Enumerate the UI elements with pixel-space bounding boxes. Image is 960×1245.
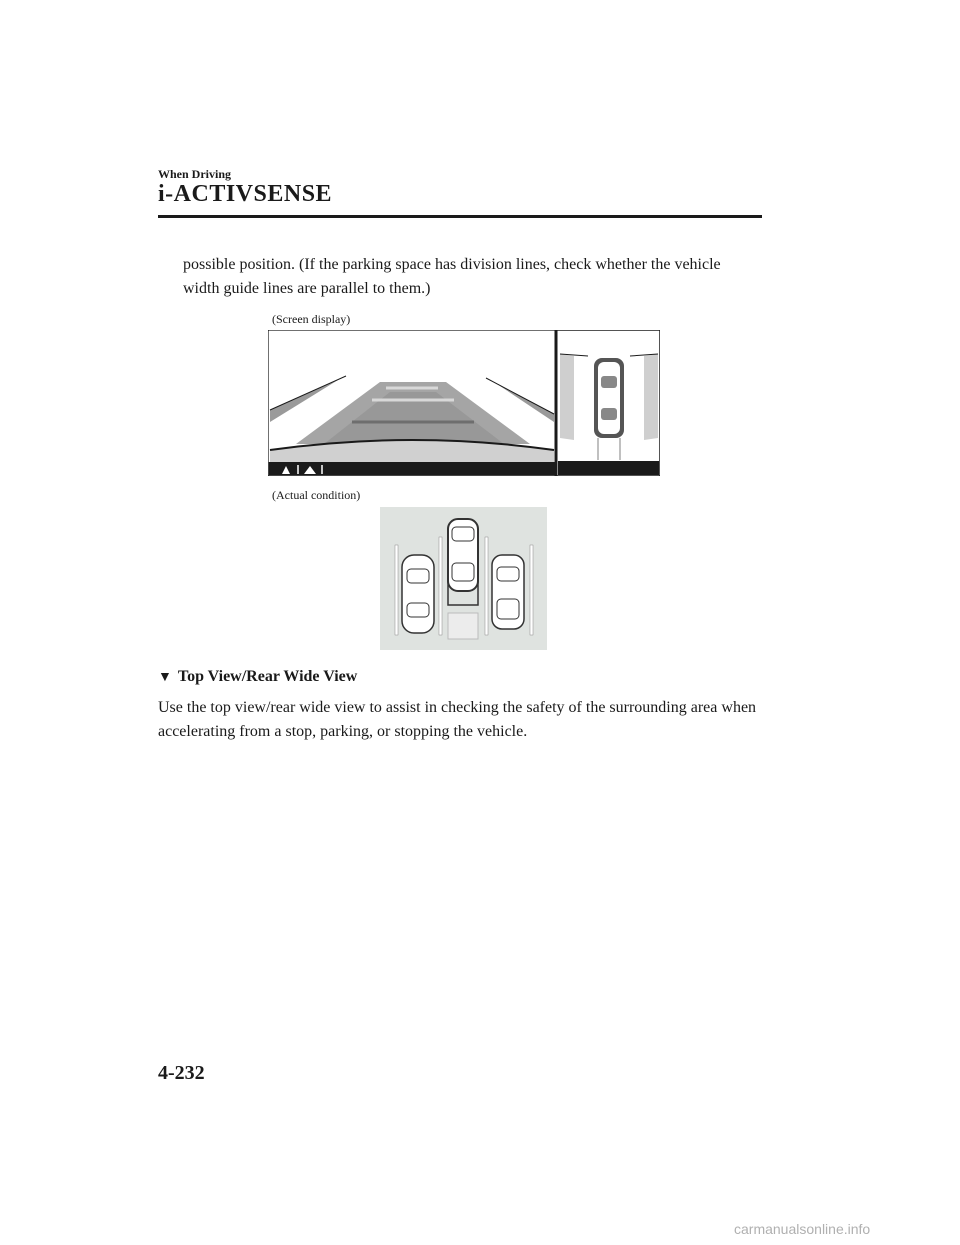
screen-display-caption: (Screen display)	[272, 312, 351, 326]
section-paragraph: Use the top view/rear wide view to assist in checking the safety of the surrounding area when accelerating from a stop, parking, or stopping the vehicle.	[158, 699, 757, 740]
title-rule	[158, 215, 762, 218]
continuation-paragraph: possible position. (If the parking space has division lines, check whether the vehicle width guide lines are parallel to them.)	[183, 256, 721, 297]
actual-condition-caption: (Actual condition)	[272, 488, 361, 502]
actual-condition-illustration	[380, 507, 547, 650]
watermark: carmanualsonline.info	[734, 1221, 871, 1237]
section-heading-text: Top View/Rear Wide View	[177, 668, 358, 685]
screen-display-illustration	[268, 330, 660, 476]
section-marker: ▼	[158, 670, 172, 685]
page-number: 4-232	[158, 1062, 205, 1084]
section-label: When Driving	[158, 167, 232, 181]
section-heading	[158, 668, 357, 686]
chapter-title: i-ACTIVSENSE	[158, 181, 333, 207]
